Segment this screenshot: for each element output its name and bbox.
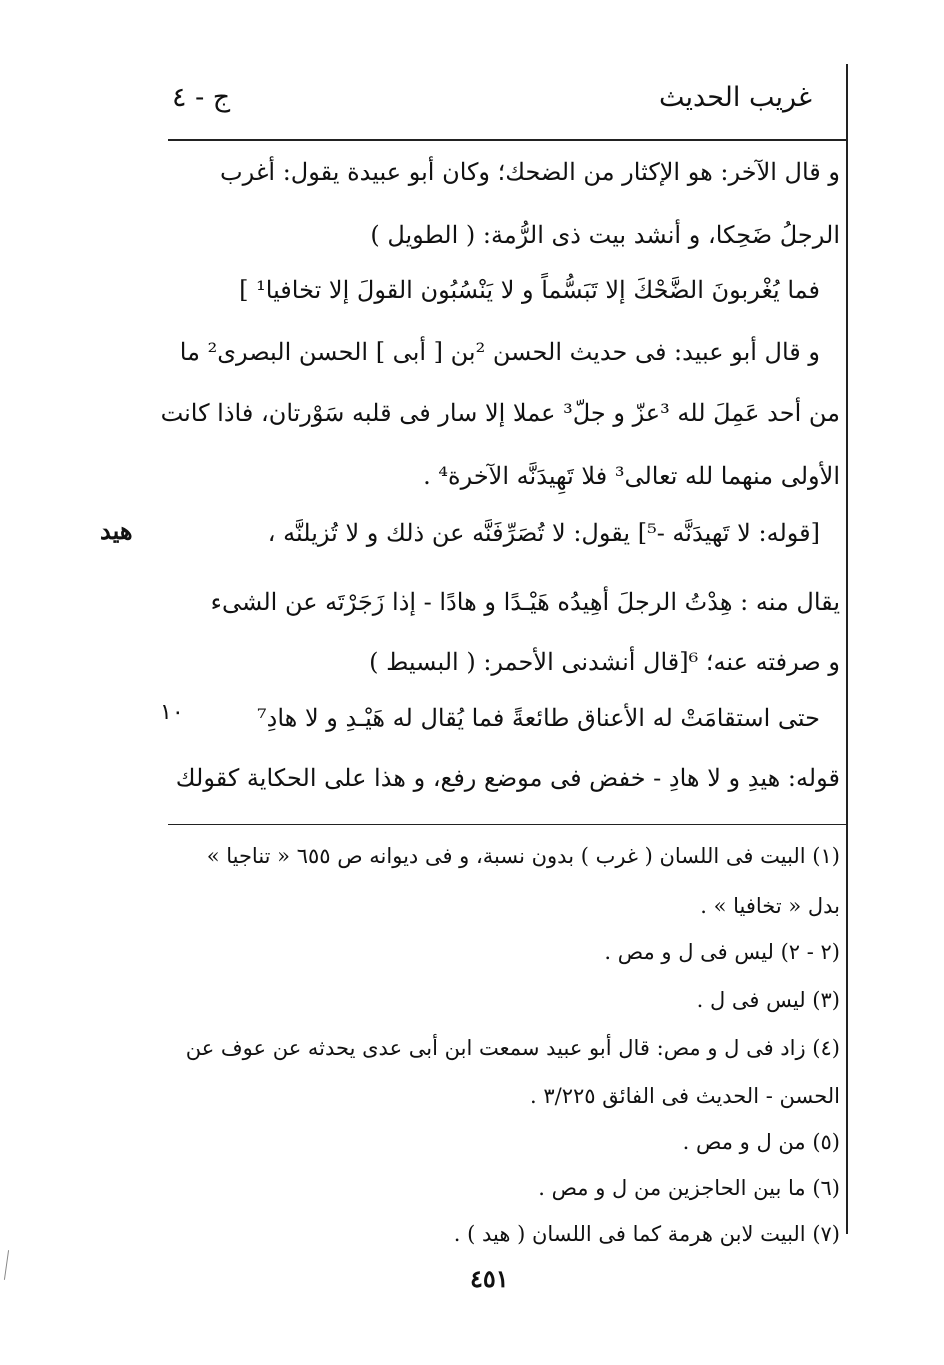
footnote-3: (٣) ليس فى ل . (696, 988, 840, 1012)
margin-keyword: هيد (100, 516, 133, 545)
scan-edge-mark (4, 1250, 9, 1280)
footnote-1: (١) البيت فى اللسان ( غرب ) بدون نسبة، و فى ديوانه ص ٦٥٥ « تناجيا » (206, 844, 840, 868)
footnote-4: (٤) زاد فى ل و مص: قال أبو عبيد سمعت ابن أبى عدى يحدثه عن عوف عن (185, 1036, 840, 1060)
page-number: ٤٥١ (470, 1264, 509, 1293)
body-line-11: قوله: هيدِ و لا هادِ - خفض فى موضع رفع، و هذا على الحكاية كقولك (175, 764, 840, 792)
footnote-4-cont: الحسن - الحديث فى الفائق ٣/٢٢٥ . (530, 1084, 840, 1108)
footnote-2: (٢ - ٢) ليس فى ل و مص . (604, 940, 840, 964)
body-line-9: و صرفته عنه؛ ⁶[قال أنشدنى الأحمر: ( البسيط ) (369, 648, 840, 676)
body-line-8: يقال منه : هِدْتُ الرجلَ أهِيدُه هَيْـدًا و هادًا - إذا زَجَرْتَه عن الشىء (210, 588, 840, 616)
body-line-5: من أحد عَمِلَ لله ³عزّ و جلّ³ عملا إلا سار فى قلبه سَوْرتان، فاذا كانت (160, 399, 840, 427)
footnote-7: (٧) البيت لابن هرمة كما فى اللسان ( هيد ) . (453, 1222, 840, 1246)
right-margin-rule (846, 64, 848, 1234)
header-rule (168, 139, 848, 141)
running-title: غريب الحديث (659, 82, 812, 113)
volume-label: ج - ٤ (172, 82, 231, 113)
footnote-5: (٥) من ل و مص . (682, 1130, 840, 1154)
body-line-1: و قال الآخر: هو الإكثار من الضحك؛ وكان أبو عبيدة يقول: أغرب (220, 158, 840, 186)
footnote-6: (٦) ما بين الحاجزين من ل و مص . (538, 1176, 840, 1200)
body-line-6: الأولى منهما لله تعالى³ فلا تَهِيدَنَّه الآخرة⁴ . (423, 462, 840, 490)
verse-line-1: فما يُغْربونَ الضَّحْكَ إلا تَبَسُّماً و لا يَنْسُبُون القولَ إلا تخافيا¹ ] (239, 276, 820, 304)
body-line-4: و قال أبو عبيد: فى حديث الحسن ²بن [ أبى ] الحسن البصرى² ما (179, 338, 820, 366)
footnote-1-cont: بدل « تخافيا » . (700, 894, 840, 918)
footnote-rule (168, 824, 848, 825)
verse-line-2: حتى استقامَتْ له الأعناق طائعةً فما يُقال له هَيْـدِ و لا هادِ⁷ (257, 704, 820, 732)
body-line-2: الرجلُ ضَحِكا، و أنشد بيت ذى الرُّمة: ( الطويل ) (370, 221, 840, 249)
margin-line-number: ١٠ (160, 700, 184, 725)
body-line-7: [قوله: لا تَهيدَنَّه -⁵] يقول: لا تُصَرِّفَنَّه عن ذلك و لا تُزيلنَّه ، (267, 519, 820, 547)
